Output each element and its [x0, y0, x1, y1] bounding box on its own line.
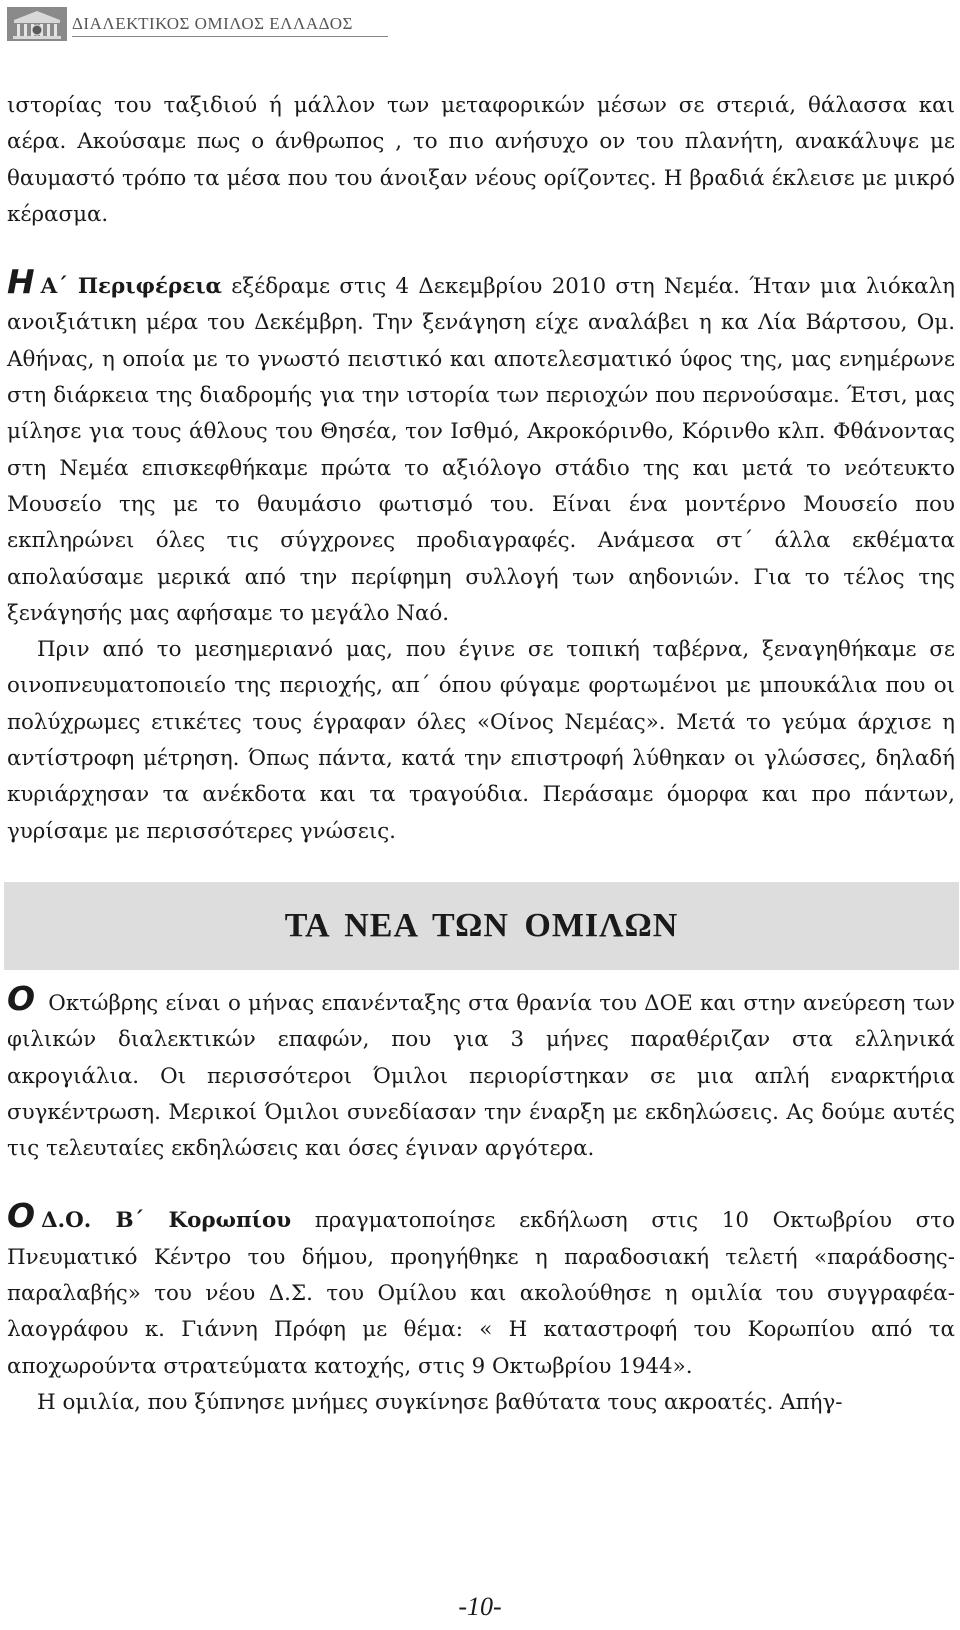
paragraph-koropi-event [7, 1196, 955, 1384]
page-number: -10- [458, 1592, 502, 1621]
paragraph-speech-impact: Η ομιλία, που ξύπνησε μνήμες συγκίνησε βαθύτατα τους ακροατές. Απήγ- [37, 1389, 843, 1415]
drop-cap: Η [7, 262, 35, 302]
page-header [6, 6, 386, 42]
club-name: Δ.Ο. Β΄ Κορωπίου [41, 1208, 292, 1234]
parthenon-logo-icon [6, 6, 68, 42]
region-name: Α΄ Περιφέρεια [40, 274, 223, 300]
paragraph-october-intro [7, 978, 955, 1167]
paragraph-text: πραγματοποίησε εκδήλωση στις 10 Οκτωβρίου στο Πνευματικό Κέντρο του δήμου, προηγήθηκε η παραδοσιακή τελετή «παράδοσης-παραλαβής» του νέου Δ.Σ. του Ομίλου και ακολούθησε η ομιλία του συγγραφέα-λαογράφου κ. Γιάννη Πρόφη με θέμα: « Η καταστροφή του Κορωπίου από τα αποχωρούντα στρατεύματα κατοχής, στις 9 Οκτωβρίου 1944». [7, 1208, 955, 1379]
header-divider [72, 36, 388, 37]
paragraph-journey-history: ιστορίας του ταξιδιού ή μάλλον των μεταφορικών μέσων σε στεριά, θάλασσα και αέρα. Ακούσαμε πως ο άνθρωπος , το πιο ανήσυχο ον του πλανήτη, ανακάλυψε με θαυμαστό τρόπο τα μέσα που του άνοιξαν νέους ορίζοντες. Η βραδιά έκλεισε με μικρό κέρασμα. [7, 93, 955, 227]
section-title: ΤΑ ΝΕΑ ΤΩΝ ΟΜΙΛΩΝ [284, 906, 679, 944]
drop-cap: Ο [7, 1196, 36, 1236]
paragraph-text: εξέδραμε στις 4 Δεκεμβρίου 2010 στη Νεμέα. Ήταν μια λιόκαλη ανοιξιάτικη μέρα του Δεκέμβρη. Την ξενάγηση είχε αναλάβει η κα Λία Βάρτσου, Ομ. Αθήνας, η οποία με το γνωστό πειστικό και αποτελεσματικό ύφος της, μας ενημέρωνε στη διάρκεια της διαδρομής για την ιστορία των περιοχών που περνούσαμε. Έτσι, μας μίλησε για τους άθλους του Θησέα, τον Ισθμό, Ακροκόρινθο, Κόρινθο κλπ. Φθάνοντας στη Νεμέα επισκεφθήκαμε πρώτα το αξιόλογο στάδιο της και μετά το νεότευκτο Μουσείο της με το θαυμάσιο φωτισμό του. Είναι ένα μοντέρνο Μουσείο που εκπληρώνει όλες τις σύγχρονες προδιαγραφές. Ανάμεσα στ΄ άλλα εκθέματα απολαύσαμε μερικά από την περίφημη συλλογή των αηδονιών. Για το τέλος της ξενάγησής μας αφήσαμε το μεγάλο Ναό. [7, 274, 955, 626]
article-body [7, 88, 955, 1421]
section-banner [4, 882, 959, 970]
organization-title: ΔΙΑΛΕΚΤΙΚΟΣ ΟΜΙΛΟΣ ΕΛΛΑΔΟΣ [72, 14, 353, 33]
paragraph-lunch-return: Πριν από το μεσημεριανό μας, που έγινε σε τοπική ταβέρνα, ξεναγηθήκαμε σε οινοπνευματοποιείο της περιοχής, απ΄ όπου φύγαμε φορτωμένοι με μπουκάλια που οι πολύχρωμες ετικέτες τους έγραφαν όλες «Οίνος Νεμέας». Μετά το γεύμα άρχισε η αντίστροφη μέτρηση. Όπως πάντα, κατά την επιστροφή λύθηκαν οι γλώσσες, δηλαδή κυριάρχησαν τα ανέκδοτα και τα τραγούδια. Περάσαμε όμορφα και προ πάντων, γυρίσαμε με περισσότερες γνώσεις. [7, 637, 955, 844]
drop-cap: Ο [7, 978, 36, 1018]
paragraph-text: Οκτώβρης είναι ο μήνας επανένταξης στα θρανία του ΔΟΕ και στην ανεύρεση των φιλικών διαλεκτικών επαφών, που για 3 μήνες παραθέριζαν στα ελληνικά ακρογιάλια. Οι περισσότεροι Όμιλοι περιορίστηκαν σε μια απλή εναρκτήρια συγκέντρωση. Μερικοί Όμιλοι συνεδίασαν την έναρξη με εκδηλώσεις. Ας δούμε αυτές τις τελευταίες εκδηλώσεις και όσες έγιναν αργότερα. [7, 990, 955, 1162]
paragraph-region-a-excursion [7, 262, 955, 632]
